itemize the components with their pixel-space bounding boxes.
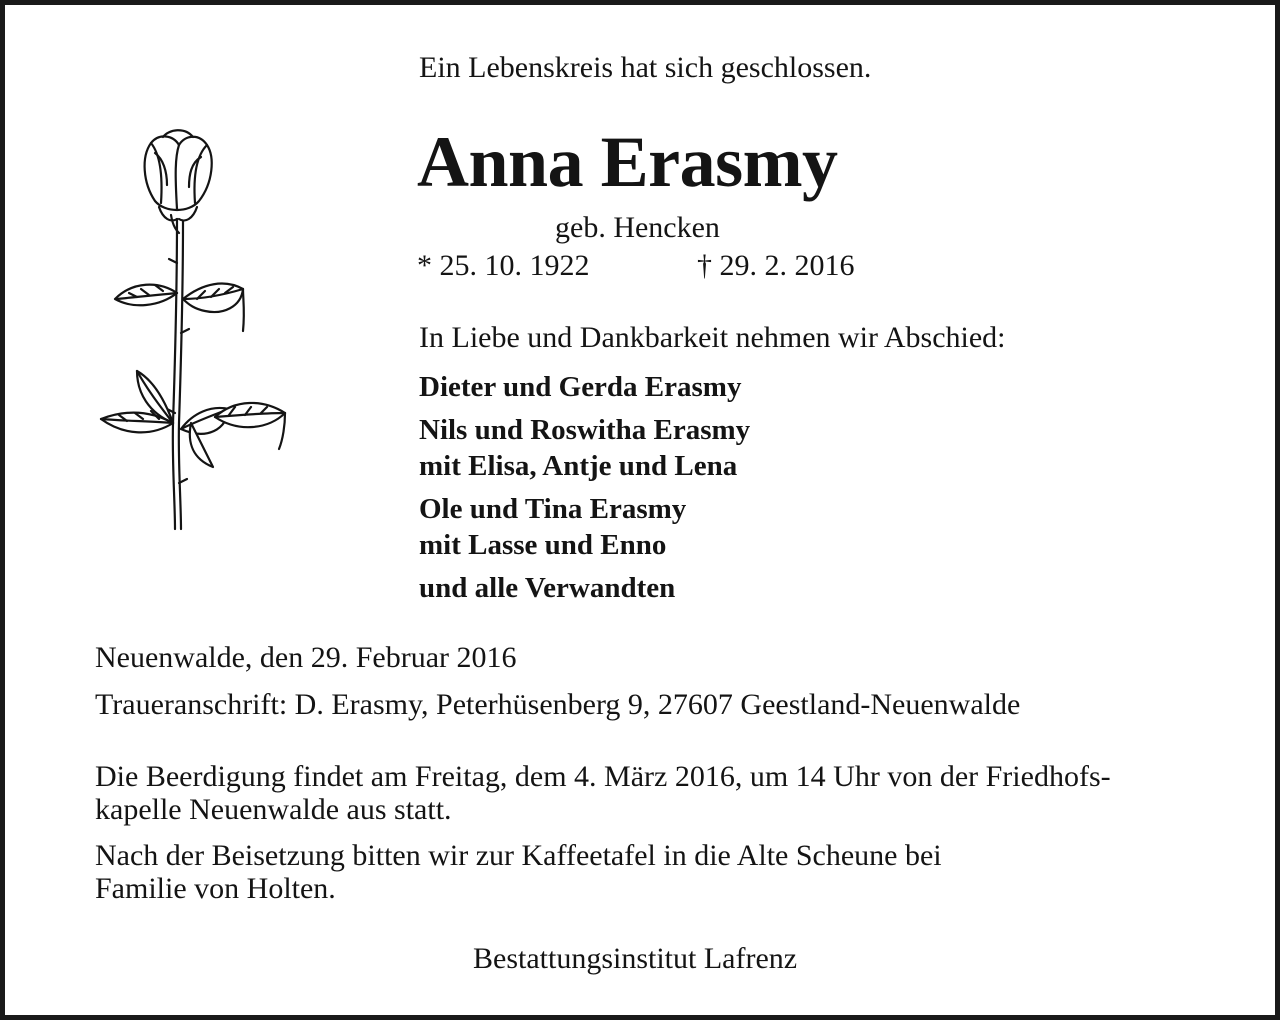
- funeral-info-line: kapelle Neuenwalde aus statt.: [95, 793, 452, 826]
- mourner-line: Dieter und Gerda Erasmy: [419, 371, 742, 403]
- funeral-info-line: Die Beerdigung findet am Freitag, dem 4. März 2016, um 14 Uhr von der Friedhofs-: [95, 760, 1111, 793]
- death-date: † 29. 2. 2016: [697, 249, 855, 282]
- intro-line: Ein Lebenskreis hat sich geschlossen.: [419, 51, 872, 84]
- deceased-name: Anna Erasmy: [417, 122, 838, 202]
- reception-info-line: Familie von Holten.: [95, 872, 336, 905]
- mourner-line: Ole und Tina Erasmy: [419, 493, 687, 525]
- undertaker: Bestattungsinstitut Lafrenz: [473, 942, 798, 975]
- rose-icon: [93, 123, 293, 543]
- farewell-line: In Liebe und Dankbarkeit nehmen wir Abschied:: [419, 321, 1006, 354]
- place-date: Neuenwalde, den 29. Februar 2016: [95, 641, 517, 674]
- mourning-address: Traueranschrift: D. Erasmy, Peterhüsenberg 9, 27607 Geestland-Neuenwalde: [95, 688, 1021, 721]
- maiden-name: geb. Hencken: [555, 211, 720, 244]
- mourner-line: mit Elisa, Antje und Lena: [419, 450, 738, 482]
- reception-info-line: Nach der Beisetzung bitten wir zur Kaffeetafel in die Alte Scheune bei: [95, 839, 942, 872]
- mourner-line: mit Lasse und Enno: [419, 529, 667, 561]
- mourner-line: und alle Verwandten: [419, 572, 676, 604]
- mourner-line: Nils und Roswitha Erasmy: [419, 414, 751, 446]
- birth-date: * 25. 10. 1922: [417, 249, 590, 282]
